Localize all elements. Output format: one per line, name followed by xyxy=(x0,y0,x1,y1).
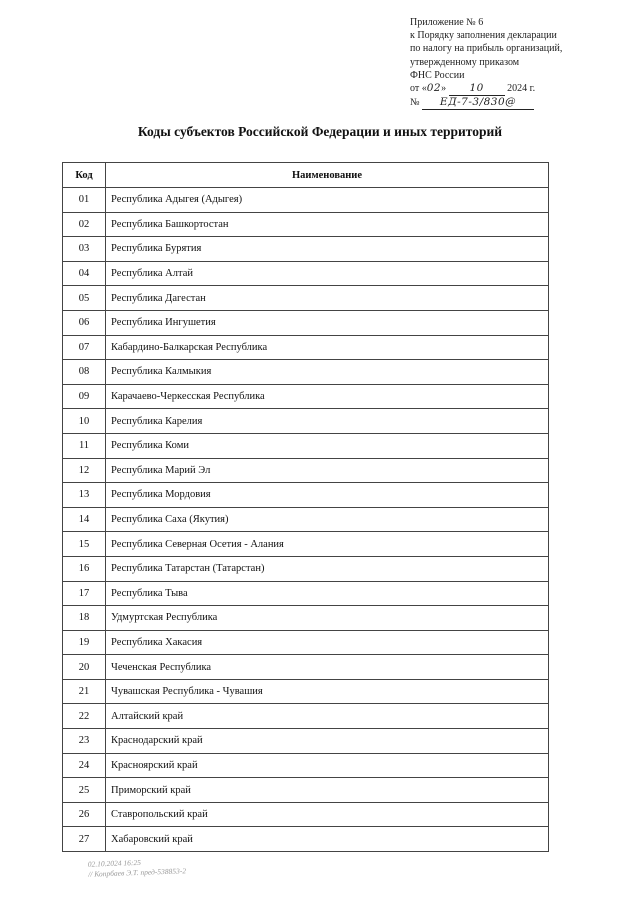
region-name-cell: Республика Бурятия xyxy=(106,237,549,262)
table-row xyxy=(63,532,549,557)
table-row xyxy=(63,606,549,631)
table-row xyxy=(63,630,549,655)
region-name-cell: Республика Башкортостан xyxy=(106,212,549,237)
appendix-ref-line: утвержденному приказом xyxy=(410,56,520,68)
appendix-authority: ФНС России xyxy=(410,69,465,81)
region-code-cell: 18 xyxy=(63,606,106,631)
table-row xyxy=(63,753,549,778)
region-name-cell: Алтайский край xyxy=(106,704,549,729)
date-year: 2024 г. xyxy=(507,83,536,95)
region-name-cell: Республика Марий Эл xyxy=(106,458,549,483)
region-code-cell: 11 xyxy=(63,433,106,458)
appendix-number: Приложение № 6 xyxy=(410,17,484,28)
table-row xyxy=(63,409,549,434)
order-date-line xyxy=(410,82,635,96)
region-code-cell: 23 xyxy=(63,729,106,754)
order-number-line xyxy=(410,96,635,110)
date-mid: » xyxy=(441,83,447,95)
region-code-cell: 04 xyxy=(63,261,106,286)
table-row xyxy=(63,827,549,852)
region-name-cell: Республика Саха (Якутия) xyxy=(106,507,549,532)
table-row xyxy=(63,581,549,606)
table-row xyxy=(63,310,549,335)
region-name-cell: Республика Карелия xyxy=(106,409,549,434)
table-row xyxy=(63,458,549,483)
table-row xyxy=(63,483,549,508)
region-name-cell: Республика Татарстан (Татарстан) xyxy=(106,556,549,581)
region-code-cell: 02 xyxy=(63,212,106,237)
region-code-cell: 14 xyxy=(63,507,106,532)
column-header-code: Код xyxy=(63,163,106,188)
table-row xyxy=(63,729,549,754)
table-row xyxy=(63,778,549,803)
region-name-cell: Республика Мордовия xyxy=(106,483,549,508)
table-row xyxy=(63,556,549,581)
page-title: Коды субъектов Российской Федерации и иных территорий xyxy=(137,124,503,139)
table-row xyxy=(63,335,549,360)
region-name-cell: Республика Северная Осетия - Алания xyxy=(106,532,549,557)
region-name-cell: Республика Коми xyxy=(106,433,549,458)
region-code-cell: 20 xyxy=(63,655,106,680)
region-name-cell: Республика Алтай xyxy=(106,261,549,286)
appendix-ref-line: к Порядку заполнения декларации xyxy=(410,30,557,42)
table-row xyxy=(63,384,549,409)
region-code-cell: 03 xyxy=(63,237,106,262)
region-codes-table xyxy=(62,162,549,852)
table-row xyxy=(63,212,549,237)
region-name-cell: Карачаево-Черкесская Республика xyxy=(106,384,549,409)
region-code-cell: 19 xyxy=(63,630,106,655)
region-name-cell: Чувашская Республика - Чувашия xyxy=(106,679,549,704)
table-header-row xyxy=(63,163,549,188)
table-row xyxy=(63,188,549,213)
region-name-cell: Республика Дагестан xyxy=(106,286,549,311)
table-row xyxy=(63,237,549,262)
region-name-cell: Республика Ингушетия xyxy=(106,310,549,335)
region-name-cell: Краснодарский край xyxy=(106,729,549,754)
region-name-cell: Республика Адыгея (Адыгея) xyxy=(106,188,549,213)
region-name-cell: Приморский край xyxy=(106,778,549,803)
region-code-cell: 15 xyxy=(63,532,106,557)
region-code-cell: 05 xyxy=(63,286,106,311)
table-row xyxy=(63,261,549,286)
appendix-header xyxy=(410,16,635,110)
region-name-cell: Республика Тыва xyxy=(106,581,549,606)
table-row xyxy=(63,360,549,385)
region-code-cell: 16 xyxy=(63,556,106,581)
region-name-cell: Кабардино-Балкарская Республика xyxy=(106,335,549,360)
region-code-cell: 10 xyxy=(63,409,106,434)
date-day: 02 xyxy=(426,82,442,95)
table-row xyxy=(63,433,549,458)
region-name-cell: Красноярский край xyxy=(106,753,549,778)
date-prefix: от « xyxy=(410,83,427,95)
date-month: 10 xyxy=(449,82,505,96)
region-code-cell: 22 xyxy=(63,704,106,729)
region-code-cell: 26 xyxy=(63,802,106,827)
region-code-cell: 17 xyxy=(63,581,106,606)
region-name-cell: Республика Калмыкия xyxy=(106,360,549,385)
table-row xyxy=(63,507,549,532)
stamp-line: // Копрбаев Э.Т. пред-538853-2 xyxy=(88,866,187,879)
appendix-ref-line: по налогу на прибыль организаций, xyxy=(410,43,563,55)
table-body xyxy=(63,188,549,852)
stamp-line: 02.10.2024 16:25 xyxy=(87,857,142,869)
region-name-cell: Удмуртская Республика xyxy=(106,606,549,631)
region-code-cell: 09 xyxy=(63,384,106,409)
region-code-cell: 25 xyxy=(63,778,106,803)
table-row xyxy=(63,802,549,827)
region-name-cell: Ставропольский край xyxy=(106,802,549,827)
region-code-cell: 07 xyxy=(63,335,106,360)
region-code-cell: 13 xyxy=(63,483,106,508)
region-name-cell: Республика Хакасия xyxy=(106,630,549,655)
region-code-cell: 24 xyxy=(63,753,106,778)
region-code-cell: 06 xyxy=(63,310,106,335)
region-code-cell: 12 xyxy=(63,458,106,483)
region-code-cell: 21 xyxy=(63,679,106,704)
region-code-cell: 27 xyxy=(63,827,106,852)
region-code-cell: 08 xyxy=(63,360,106,385)
column-header-name: Наименование xyxy=(106,163,549,188)
table-row xyxy=(63,679,549,704)
table-row xyxy=(63,655,549,680)
table-row xyxy=(63,704,549,729)
region-name-cell: Чеченская Республика xyxy=(106,655,549,680)
order-number: ЕД-7-3/830@ xyxy=(422,96,534,110)
region-code-cell: 01 xyxy=(63,188,106,213)
region-name-cell: Хабаровский край xyxy=(106,827,549,852)
number-prefix: № xyxy=(410,97,420,109)
table-row xyxy=(63,286,549,311)
registration-stamp xyxy=(88,856,187,879)
